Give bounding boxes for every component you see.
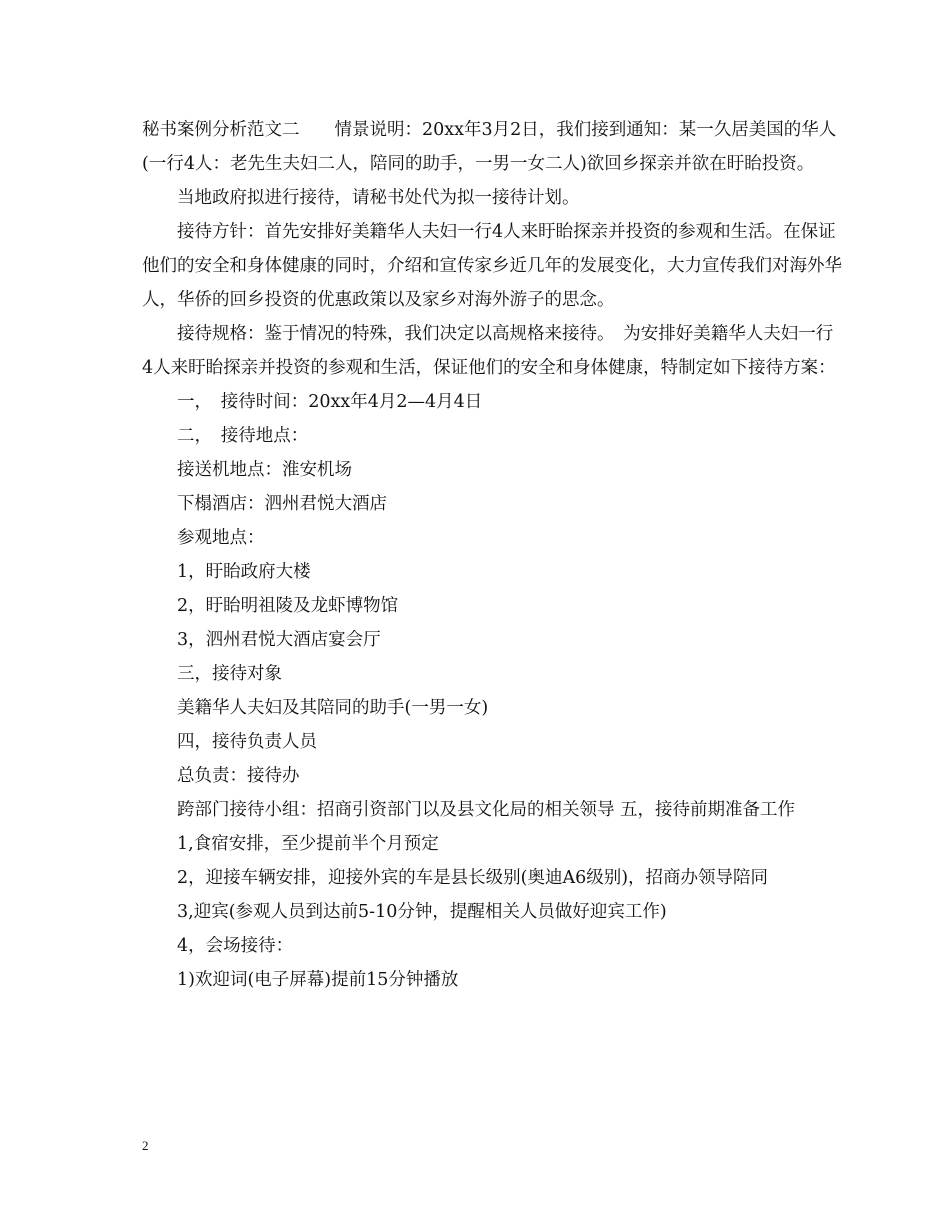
paragraph: 参观地点：: [177, 528, 265, 548]
document-body: [142, 113, 842, 997]
paragraph: 当地政府拟进行接待，请秘书处代为拟一接待计划。: [177, 188, 580, 208]
paragraph: 2，盱眙明祖陵及龙虾博物馆: [177, 596, 399, 616]
paragraph: 1,食宿安排，至少提前半个月预定: [177, 834, 439, 854]
paragraph: 3，泗州君悦大酒店宴会厅: [177, 630, 381, 650]
paragraph: 1)欢迎词(电子屏幕)提前15分钟播放: [177, 970, 459, 990]
paragraph: 4，会场接待：: [177, 936, 294, 956]
paragraph: 接送机地点：淮安机场: [177, 460, 352, 480]
paragraph: 接待规格：鉴于情况的特殊，我们决定以高规格来接待。 为安排好美籍华人夫妇一行4人来盱眙探亲并投资的参观和生活，保证他们的安全和身体健康，特制定如下接待方案：: [142, 324, 836, 378]
paragraph: 一， 接待时间：20xx年4月2—4月4日: [177, 392, 483, 412]
paragraph: 四，接待负责人员: [177, 732, 317, 752]
paragraph: 总负责：接待办: [177, 766, 300, 786]
paragraph: 三，接待对象: [177, 664, 282, 684]
paragraph: 美籍华人夫妇及其陪同的助手(一男一女): [177, 698, 489, 718]
paragraph: 下榻酒店：泗州君悦大酒店: [177, 494, 387, 514]
paragraph: 3,迎宾(参观人员到达前5-10分钟，提醒相关人员做好迎宾工作): [177, 902, 667, 922]
page-number: 2: [142, 1138, 149, 1153]
paragraph: 二， 接待地点：: [177, 426, 309, 446]
paragraph: 秘书案例分析范文二 情景说明：20xx年3月2日，我们接到通知：某一久居美国的华人(一行4人：老先生夫妇二人，陪同的助手，一男一女二人)欲回乡探亲并欲在盱眙投资。: [142, 120, 837, 174]
paragraph: 2，迎接车辆安排，迎接外宾的车是县长级别(奥迪A6级别)，招商办领导陪同: [177, 868, 769, 888]
paragraph: 跨部门接待小组：招商引资部门以及县文化局的相关领导 五，接待前期准备工作: [177, 800, 796, 820]
paragraph: 接待方针：首先安排好美籍华人夫妇一行4人来盱眙探亲并投资的参观和生活。在保证他们的安全和身体健康的同时，介绍和宣传家乡近几年的发展变化，大力宣传我们对海外华人，华侨的回乡投资的优惠政策以及家乡对海外游子的思念。: [142, 222, 842, 310]
paragraph: 1，盱眙政府大楼: [177, 562, 311, 582]
